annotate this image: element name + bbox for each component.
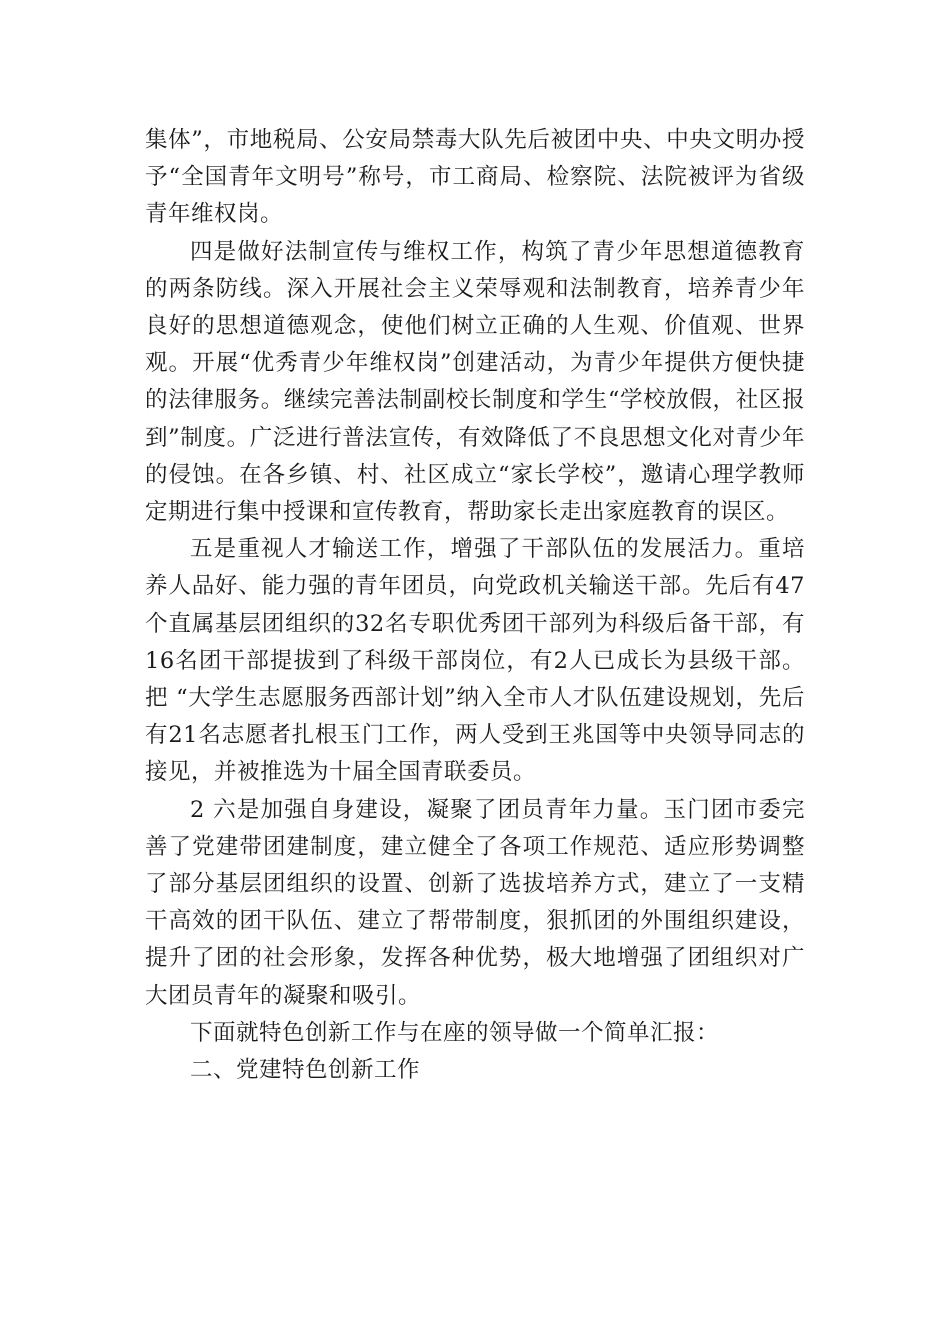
paragraph-4: 2 六是加强自身建设，凝聚了团员青年力量。玉门团市委完善了党建带团建制度，建立健全了各项工作规范、适应形势调整了部分基层团组织的设置、创新了选拔培养方式，建立了一支精干高效的团干队伍、建立了帮带制度，狠抓团的外围组织建设，提升了团的社会形象，发挥各种优势，极大地增强了团组织对广大团员青年的凝聚和吸引。 [145,796,805,1009]
paragraph-1: 集体”，市地税局、公安局禁毒大队先后被团中央、中央文明办授予“全国青年文明号”称号，市工商局、检察院、法院被评为省级青年维权岗。 [145,127,805,228]
paragraph-5: 下面就特色创新工作与在座的领导做一个简单汇报： [190,1019,720,1046]
paragraph-3: 五是重视人才输送工作，增强了干部队伍的发展活力。重培养人品好、能力强的青年团员，向党政机关输送干部。先后有47个直属基层团组织的32名专职优秀团干部列为科级后备干部，有 16名团干部提拔到了科级干部岗位，有2人已成长为县级干部。把 “大学生志愿服务西部计划”纳入全市人才队伍建设规划，先后有21名志愿者扎根玉门工作，两人受到王兆国等中央领导同志的接见，并被推选为十届全国青联委员。 [145,536,805,786]
section-heading: 二、党建特色创新工作 [190,1057,421,1084]
paragraph-2: 四是做好法制宣传与维权工作，构筑了青少年思想道德教育的两条防线。深入开展社会主义荣辱观和法制教育，培养青少年良好的思想道德观念，使他们树立正确的人生观、价值观、世界观。开展“优秀青少年维权岗”创建活动，为青少年提供方便快捷的法律服务。继续完善法制副校长制度和学生“学校放假，社区报到”制度。广泛进行普法宣传，有效降低了不良思想文化对青少年的侵蚀。在各乡镇、村、社区成立“家长学校”，邀请心理学教师定期进行集中授课和宣传教育，帮助家长走出家庭教育的误区。 [145,238,805,526]
document-body [145,122,805,1089]
